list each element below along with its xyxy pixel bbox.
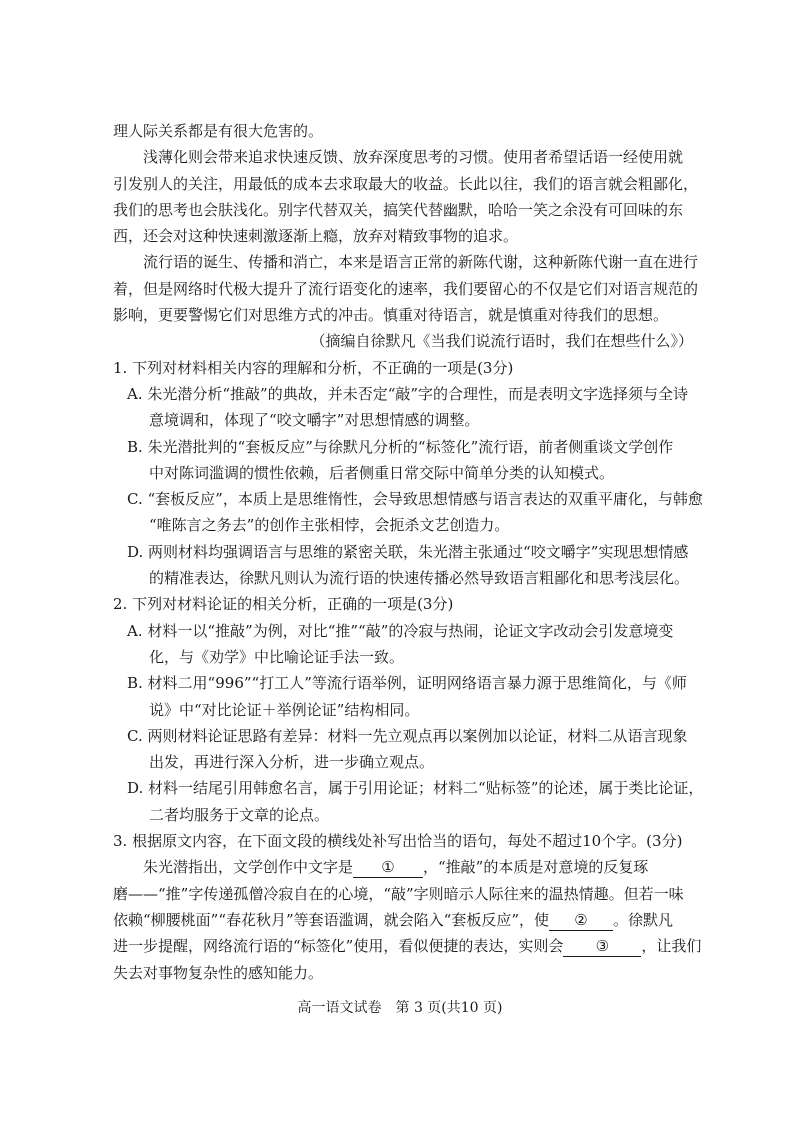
q3-line [113, 933, 702, 959]
answer-blank-1[interactable]: ① [353, 857, 423, 878]
q2-option-c-cont: 出发，再进行深入分析，进一步确立观点。 [149, 753, 435, 772]
q1-option-c-cont: “唯陈言之务去”的创作主张相悖，会扼杀文艺创造力。 [149, 516, 510, 535]
passage-line: 引发别人的关注，用最低的成本去求取最大的收益。长此以往，我们的语言就会粗鄙化， [113, 174, 699, 193]
q3-line [113, 854, 693, 880]
answer-blank-2[interactable]: ② [549, 910, 613, 931]
q1-option-d: D. 两则材料均强调语言与思维的紧密关联，朱光潜主张通过“咬文嚼字”实现思想情感 [127, 542, 689, 561]
q3-text: ，“推敲”的本质是对意境的反复琢 [423, 858, 649, 877]
passage-line: 浅薄化则会带来追求快速反馈、放弃深度思考的习惯。使用者希望话语一经使用就 [143, 148, 684, 167]
passage-line: 着，但是网络时代极大提升了流行语变化的速率，我们要留心的不仅是它们对语言规范的 [113, 279, 699, 298]
q1-option-a: A. 朱光潜分析“推敲”的典故，并未否定“敲”字的合理性，而是表明文字选择须与全诗 [127, 384, 689, 403]
q3-line [113, 907, 693, 933]
q3-line: 失去对事物复杂性的感知能力。 [113, 963, 324, 982]
answer-blank-3[interactable]: ③ [563, 936, 641, 957]
q3-text: ，让我们 [641, 937, 702, 956]
question-2-title: 2. 下列对材料论证的相关分析，正确的一项是(3分) [113, 595, 454, 614]
q2-option-b-cont: 说》中“对比论证＋举例论证”结构相同。 [149, 700, 420, 719]
page-footer: 高一语文试卷 第 3 页(共10 页) [297, 1000, 503, 1016]
q1-option-b-cont: 中对陈词滥调的惯性依赖，后者侧重日常交际中简单分类的认知模式。 [149, 463, 615, 482]
passage-line: 我们的思考也会肤浅化。别字代替双关，搞笑代替幽默，哈哈一笑之余没有可回味的东 [113, 200, 684, 219]
question-3-title: 3. 根据原文内容，在下面文段的横线处补写出恰当的语句，每处不超过10个字。(3分) [113, 832, 683, 851]
exam-page [113, 118, 704, 986]
passage-source: （摘编自徐默凡《当我们说流行语时，我们在想些什么》） [310, 332, 693, 351]
q1-option-d-cont: 的精准表达，徐默凡则认为流行语的快速传播必然导致语言粗鄙化和思考浅层化。 [149, 569, 690, 588]
q2-option-b: B. 材料二用“996”“打工人”等流行语举例，证明网络语言暴力源于思维简化，与《师 [127, 674, 687, 693]
q1-option-c: C. “套板反应”，本质上是思维惰性，会导致思想情感与语言表达的双重平庸化，与韩愈 [127, 490, 703, 509]
q2-option-d-cont: 二者均服务于文章的论点。 [149, 805, 330, 824]
passage-line: 理人际关系都是有很大危害的。 [113, 122, 324, 140]
q3-text: 。徐默凡 [613, 910, 674, 929]
passage-line: 影响，更要警惕它们对思维方式的冲击。慎重对待语言，就是慎重对待我们的思想。 [113, 306, 669, 325]
q3-text: 依赖“柳腰桃面”“春花秋月”等套语滥调，就会陷入“套板反应”，使 [113, 910, 550, 929]
q2-option-c: C. 两则材料论证思路有差异：材料一先立观点再以案例加以论证，材料二从语言现象 [127, 726, 688, 745]
q3-text: 进一步提醒，网络流行语的“标签化”使用，看似便捷的表达，实则会 [113, 937, 564, 956]
q1-option-a-cont: 意境调和，体现了“咬文嚼字”对思想情感的调整。 [149, 411, 480, 430]
q2-option-d: D. 材料一结尾引用韩愈名言，属于引用论证；材料二“贴标签”的论述，属于类比论证， [127, 779, 704, 798]
passage-line: 西，还会对这种快速刺激逐渐上瘾，放弃对精致事物的追求。 [113, 227, 519, 246]
q1-option-b: B. 朱光潜批判的“套板反应”与徐默凡分析的“标签化”流行语，前者侧重谈文学创作 [127, 437, 674, 456]
q3-text: 朱光潜指出，文学创作中文字是 [143, 858, 354, 877]
question-1-title: 1. 下列对材料相关内容的理解和分析，不正确的一项是(3分) [113, 358, 514, 377]
q3-line: 磨——“推”字传递孤僧冷寂自在的心境，“敲”字则暗示人际往来的温热情趣。但若一味 [113, 884, 684, 903]
passage-line: 流行语的诞生、传播和消亡，本来是语言正常的新陈代谢，这种新陈代谢一直在进行 [143, 253, 699, 272]
q2-option-a: A. 材料一以“推敲”为例，对比“推”“敲”的冷寂与热闹，论证文字改动会引发意境变 [127, 621, 674, 640]
q2-option-a-cont: 化，与《劝学》中比喻论证手法一致。 [149, 647, 405, 666]
